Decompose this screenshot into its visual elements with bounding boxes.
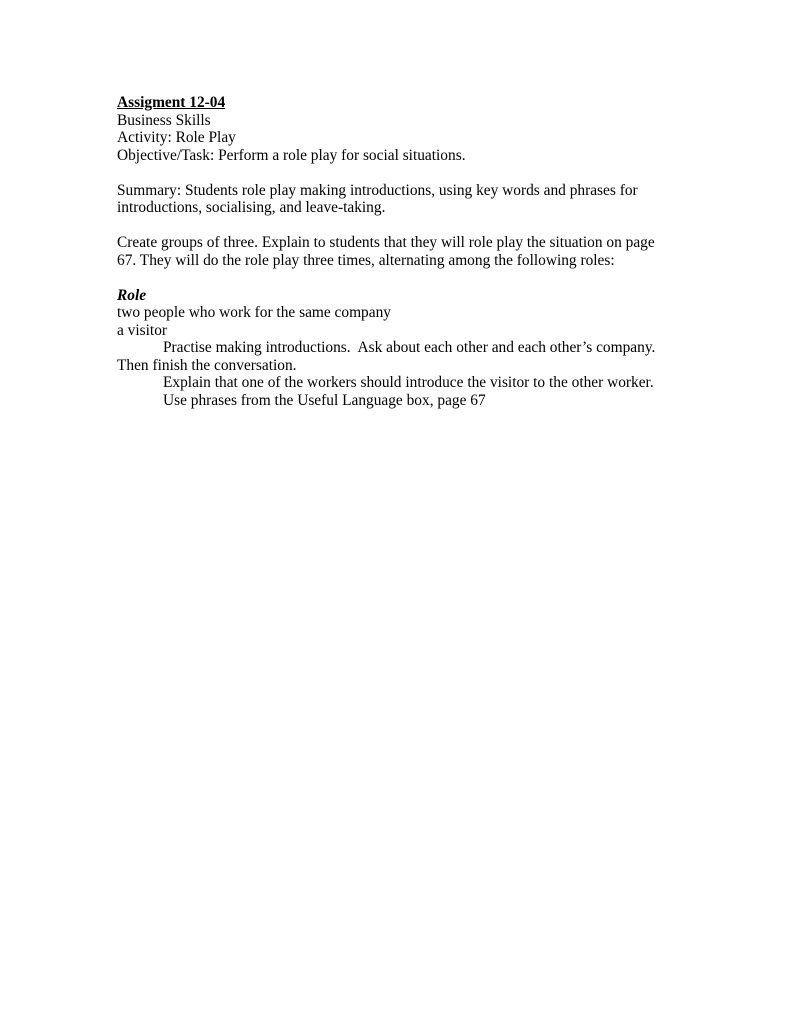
activity-line: Activity: Role Play bbox=[117, 129, 236, 146]
role-item-visitor: a visitor bbox=[117, 321, 168, 339]
instruction-1-line-1: Practise making introductions. Ask about each other and each other’s company. bbox=[163, 339, 656, 356]
summary-line-2: introductions, socialising, and leave-taking. bbox=[117, 199, 386, 216]
spacer bbox=[117, 217, 677, 235]
course-name: Business Skills bbox=[117, 111, 211, 129]
assignment-title: Assigment 12-04 bbox=[117, 94, 226, 111]
role-heading: Role bbox=[117, 286, 147, 304]
instruction-3: Use phrases from the Useful Language box, page 67 bbox=[163, 391, 486, 409]
groups-line-2: 67. They will do the role play three times, alternating among the following roles: bbox=[117, 251, 615, 269]
instruction-2: Explain that one of the workers should introduce the visitor to the other worker. bbox=[163, 374, 654, 391]
document-page bbox=[117, 94, 677, 409]
spacer bbox=[117, 164, 677, 182]
objective-line: Objective/Task: Perform a role play for social situations. bbox=[117, 146, 466, 164]
summary-line-1: Summary: Students role play making introductions, using key words and phrases for bbox=[117, 181, 638, 199]
instruction-1-line-2: Then finish the conversation. bbox=[117, 356, 297, 374]
role-item-workers: two people who work for the same company bbox=[117, 304, 391, 321]
groups-line-1: Create groups of three. Explain to students that they will role play the situation on page bbox=[117, 234, 655, 251]
spacer bbox=[117, 269, 677, 287]
